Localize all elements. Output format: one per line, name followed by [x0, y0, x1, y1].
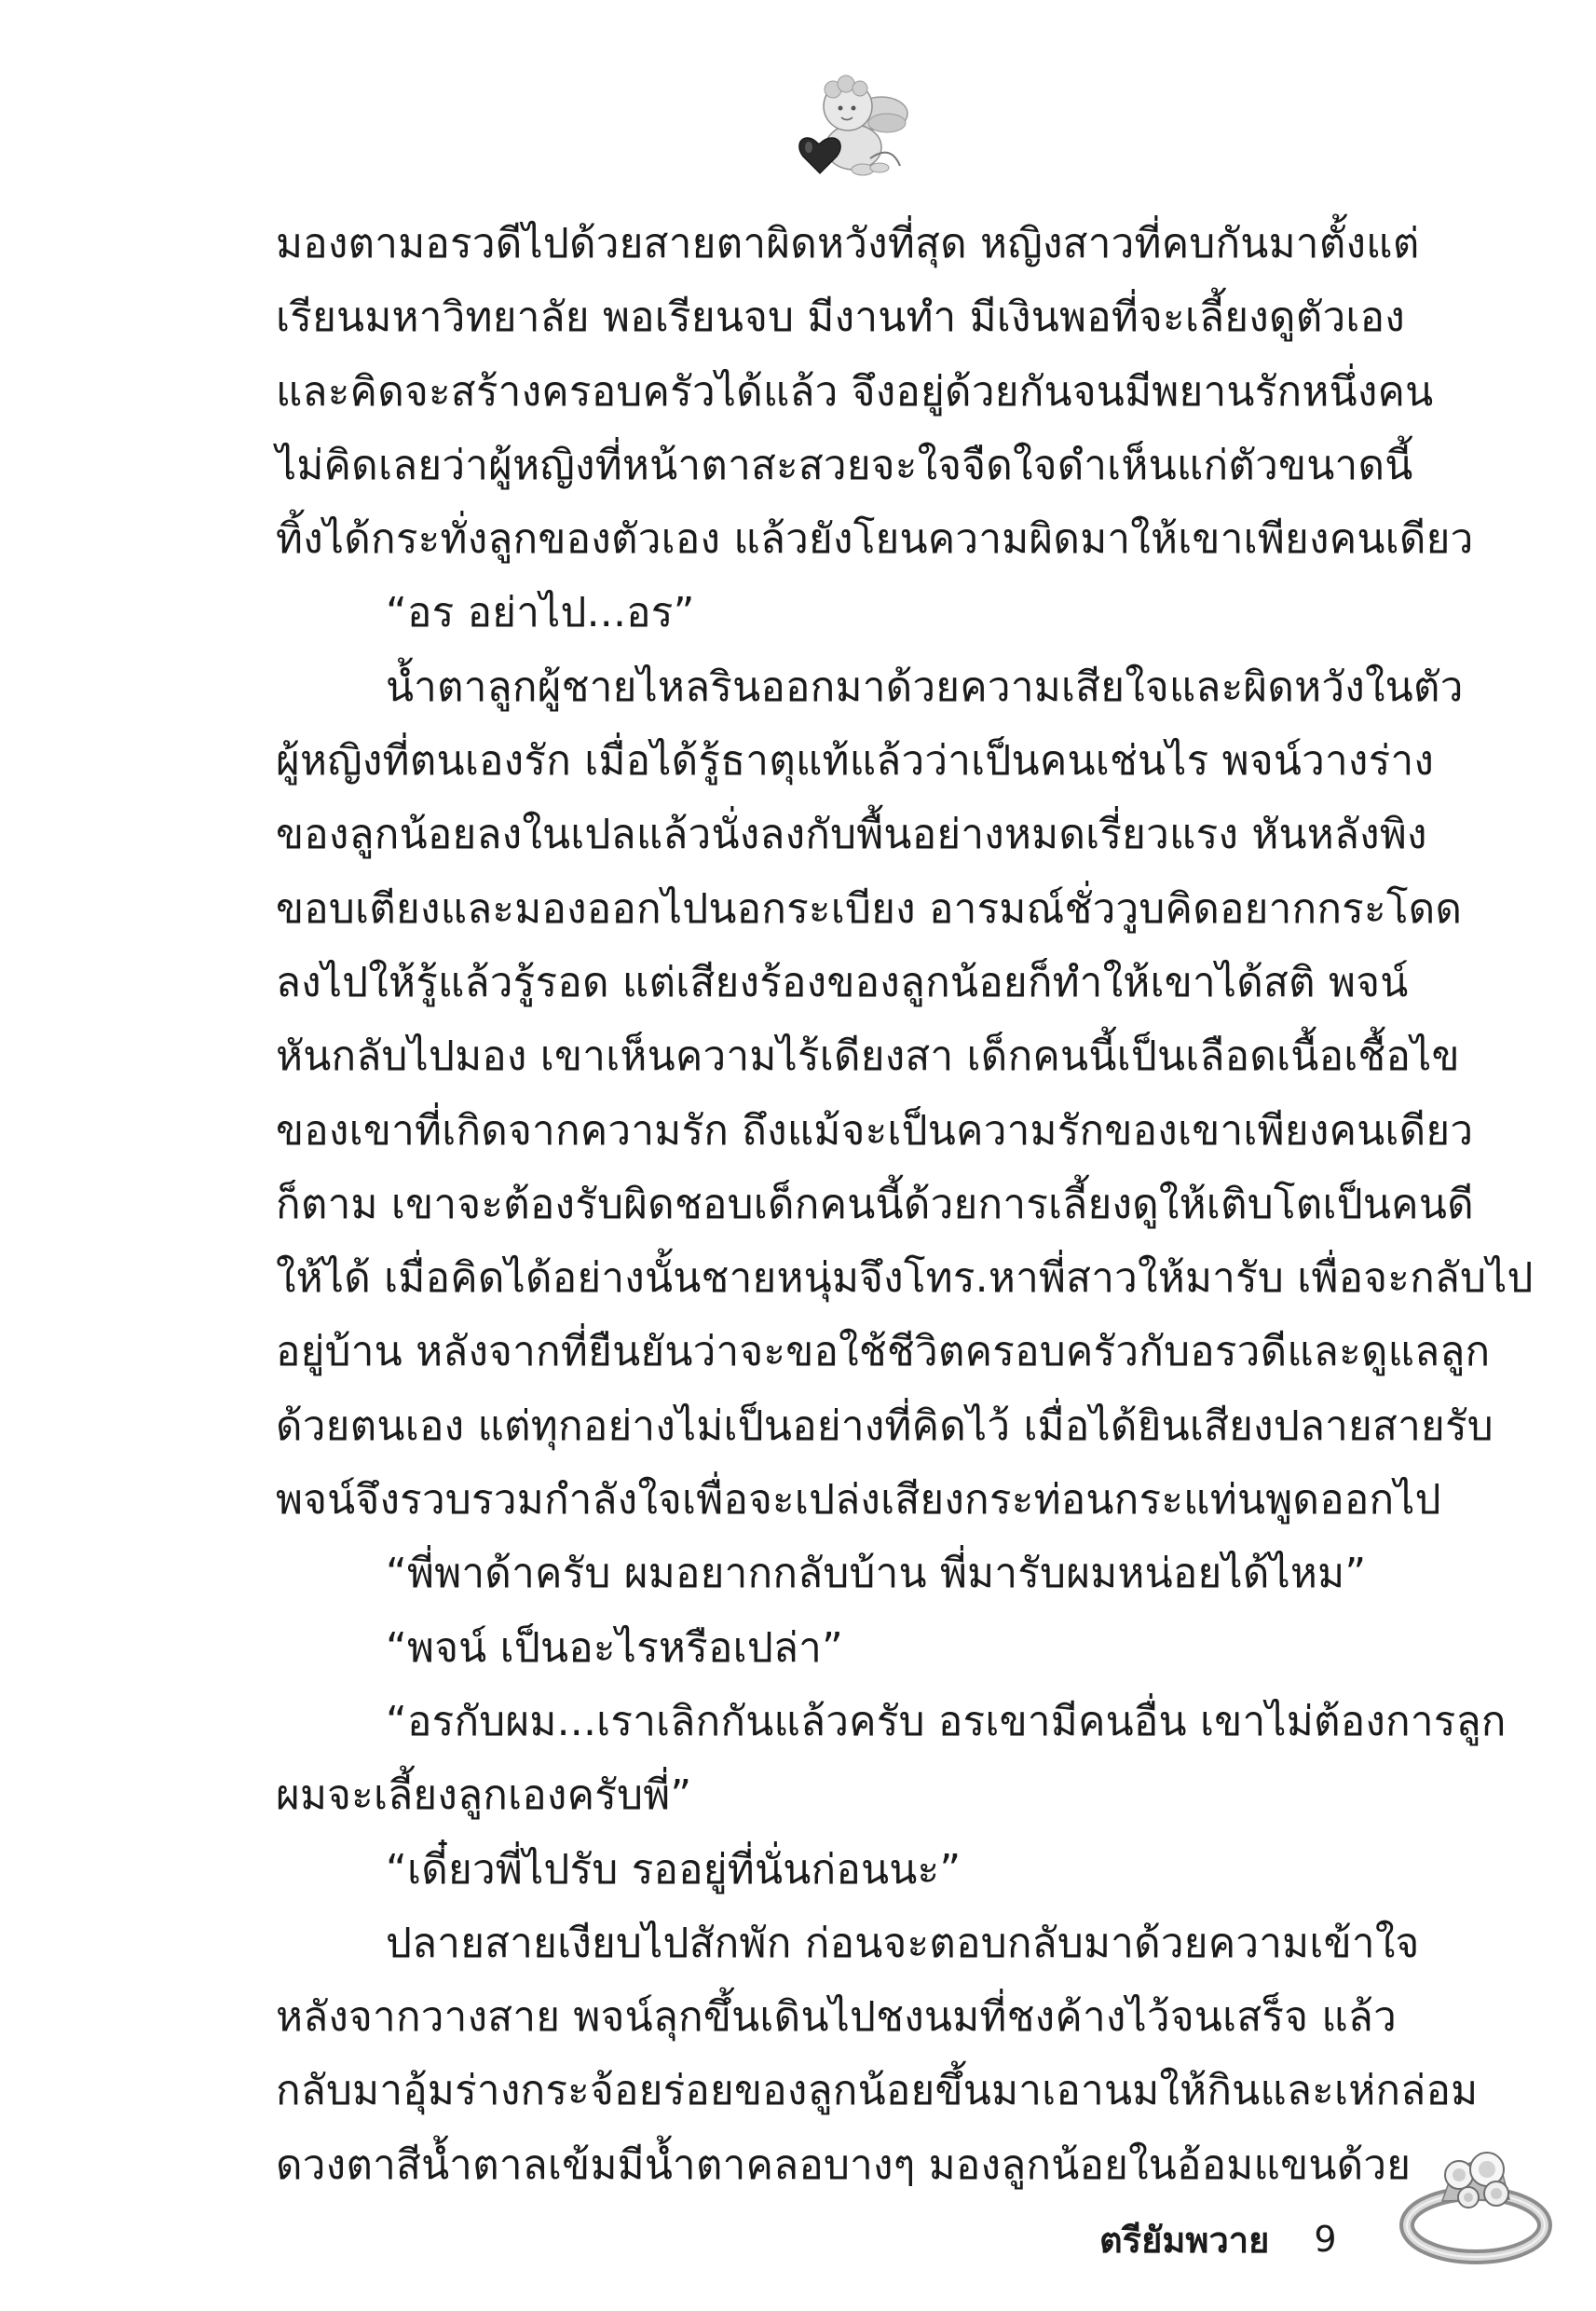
page-number: 9 [1314, 2219, 1337, 2260]
text-line: น้ำตาลูกผู้ชายไหลรินออกมาด้วยความเสียใจและผิดหวังในตัว [386, 663, 1464, 711]
text-line: ของลูกน้อยลงในเปลแล้วนั่งลงกับพื้นอย่างหมดเรี่ยวแรง หันหลังพิง [276, 811, 1427, 859]
text-line: ลงไปให้รู้แล้วรู้รอด แต่เสียงร้องของลูกน้อยก็ทำให้เขาได้สติ พจน์ [276, 958, 1409, 1006]
text-line: ดวงตาสีน้ำตาลเข้มมีน้ำตาคลอบางๆ มองลูกน้อยในอ้อมแขนด้วย [276, 2140, 1412, 2189]
page-footer [1099, 2211, 1337, 2267]
text-line: หลังจากวางสาย พจน์ลุกขึ้นเดินไปชงนมที่ชงค้างไว้จนเสร็จ แล้ว [276, 1993, 1398, 2042]
book-title: ตรียัมพวาย [1099, 2219, 1270, 2261]
text-line: พจน์จึงรวบรวมกำลังใจเพื่อจะเปล่งเสียงกระท่อนกระแท่นพูดออกไป [276, 1476, 1441, 1525]
text-line: กลับมาอุ้มร่างกระจ้อยร่อยของลูกน้อยขึ้นมาเอานมให้กินและเห่กล่อม [276, 2067, 1479, 2115]
text-line: “พี่พาด้าครับ ผมอยากกลับบ้าน พี่มารับผมหน่อยได้ไหม” [386, 1550, 1367, 1598]
text-line: หันกลับไปมอง เขาเห็นความไร้เดียงสา เด็กคนนี้เป็นเลือดเนื้อเชื้อไข [276, 1032, 1460, 1081]
text-line: ปลายสายเงียบไปสักพัก ก่อนจะตอบกลับมาด้วยความเข้าใจ [386, 1919, 1420, 1967]
cherub-with-heart-icon [790, 65, 911, 186]
text-line: ก็ตาม เขาจะต้องรับผิดชอบเด็กคนนี้ด้วยการเลี้ยงดูให้เติบโตเป็นคนดี [276, 1180, 1474, 1228]
text-line: ทิ้งได้กระทั่งลูกของตัวเอง แล้วยังโยนความผิดมาให้เขาเพียงคนเดียว [276, 515, 1474, 564]
text-line: ด้วยตนเอง แต่ทุกอย่างไม่เป็นอย่างที่คิดไว้ เมื่อได้ยินเสียงปลายสายรับ [276, 1402, 1494, 1450]
text-line: ของเขาที่เกิดจากความรัก ถึงแม้จะเป็นความรักของเขาเพียงคนเดียว [276, 1106, 1474, 1155]
text-line: ให้ได้ เมื่อคิดได้อย่างนั้นชายหนุ่มจึงโทร.หาพี่สาวให้มารับ เพื่อจะกลับไป [276, 1254, 1534, 1303]
text-line: ผู้หญิงที่ตนเองรัก เมื่อได้รู้ธาตุแท้แล้วว่าเป็นคนเช่นไร พจน์วางร่าง [276, 737, 1435, 786]
text-line: ขอบเตียงและมองออกไปนอกระเบียง อารมณ์ชั่ววูบคิดอยากกระโดด [276, 884, 1463, 933]
text-line: เรียนมหาวิทยาลัย พอเรียนจบ มีงานทำ มีเงินพอที่จะเลี้ยงดูตัวเอง [276, 294, 1405, 342]
text-line: ไม่คิดเลยว่าผู้หญิงที่หน้าตาสะสวยจะใจจืดใจดำเห็นแก่ตัวขนาดนี้ [276, 441, 1413, 489]
text-line: และคิดจะสร้างครอบครัวได้แล้ว จึงอยู่ด้วยกันจนมีพยานรักหนึ่งคน [276, 367, 1434, 416]
text-line: “เดี๋ยวพี่ไปรับ รออยู่ที่นั่นก่อนนะ” [386, 1845, 962, 1894]
text-line: “อร อย่าไป...อร” [386, 589, 695, 637]
text-line: “อรกับผม...เราเลิกกันแล้วครับ อรเขามีคนอื่น เขาไม่ต้องการลูก [386, 1697, 1507, 1745]
body-text [276, 207, 1534, 2202]
text-line: ผมจะเลี้ยงลูกเองครับพี่” [276, 1771, 692, 1820]
text-line: มองตามอรวดีไปด้วยสายตาผิดหวังที่สุด หญิงสาวที่คบกันมาตั้งแต่ [276, 220, 1420, 267]
diamond-ring-icon [1386, 2134, 1554, 2274]
text-line: “พจน์ เป็นอะไรหรือเปล่า” [386, 1623, 844, 1672]
text-line: อยู่บ้าน หลังจากที่ยืนยันว่าจะขอใช้ชีวิตครอบครัวกับอรวดีและดูแลลูก [276, 1328, 1491, 1376]
